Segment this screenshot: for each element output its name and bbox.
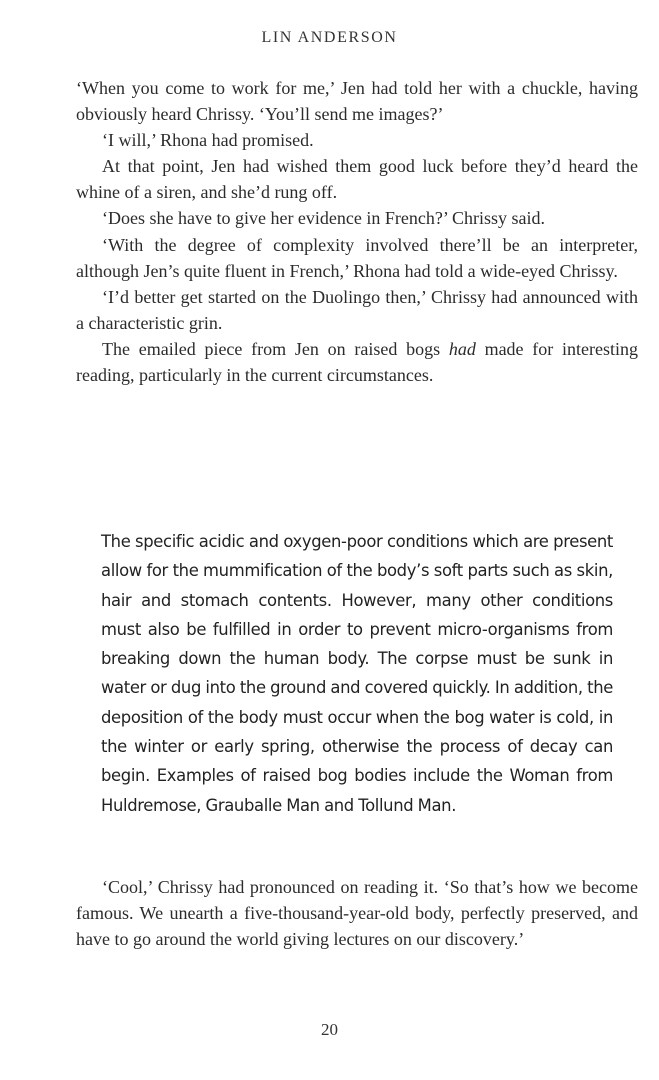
body-text-bottom <box>76 874 638 952</box>
extract-block <box>101 527 613 820</box>
paragraph-3: At that point, Jen had wished them good luck before they’d heard the whine of a siren, and she’d rung off. <box>76 156 638 203</box>
page-number: 20 <box>321 1020 338 1039</box>
paragraph-7-emphasis: had <box>448 338 476 359</box>
paragraph-5: ‘With the degree of complexity involved there’ll be an interpreter, although Jen’s quite fluent in French,’ Rhona had told a wide-eyed Chrissy. <box>76 234 638 281</box>
paragraph-4: ‘Does she have to give her evidence in French?’ Chrissy said. <box>102 208 546 229</box>
running-head: LIN ANDERSON <box>261 29 398 46</box>
paragraph-7 <box>76 336 638 388</box>
paragraph-7-start: The emailed piece from Jen on raised bogs <box>102 338 449 359</box>
paragraph-6: ‘I’d better get started on the Duolingo then,’ Chrissy had announced with a characteristic grin. <box>76 286 638 333</box>
extract-text: The specific acidic and oxygen-poor conditions which are present allow for the mummification of the body’s soft parts such as skin, hair and stomach contents. However, many other conditions must also be fulfilled in order to prevent micro-organisms from breaking down the human body. The corpse must be sunk in water or dug into the ground and covered quickly. In addition, the deposition of the body must occur when the bog water is cold, in the winter or early spring, otherwise the process of decay can begin. Examples of raised bog bodies include the Woman from Huldremose, Grauballe Man and Tollund Man. <box>101 532 613 815</box>
paragraph-7-end: made for interesting reading, particularly in the current circumstances. <box>76 338 639 386</box>
body-text-top <box>76 75 638 388</box>
paragraph-2: ‘I will,’ Rhona had promised. <box>102 130 314 151</box>
paragraph-8: ‘Cool,’ Chrissy had pronounced on reading it. ‘So that’s how we become famous. We unearth a five-thousand-year-old body, perfectly preserved, and have to go around the world giving lectures on our discovery.’ <box>76 877 638 950</box>
paragraph-1: ‘When you come to work for me,’ Jen had told her with a chuckle, having obviously heard Chrissy. ‘You’ll send me images?’ <box>76 78 638 125</box>
